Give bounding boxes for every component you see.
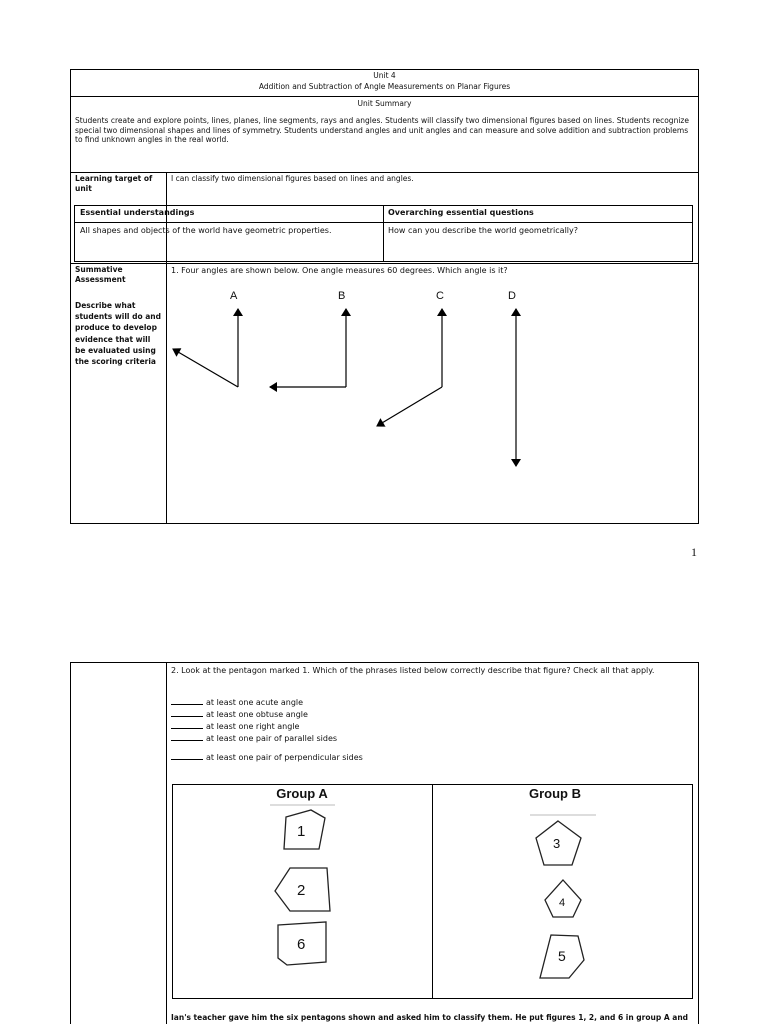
unit-label: Unit 4	[373, 71, 396, 80]
shape-number-1: 1	[297, 823, 306, 840]
summary-heading: Unit Summary	[357, 99, 412, 108]
angle-label-a: A	[230, 290, 238, 302]
unit-title: Addition and Subtraction of Angle Measurements on Planar Figures	[258, 82, 511, 91]
overarching-questions-text: How can you describe the world geometrically?	[388, 226, 578, 235]
option-label: at least one obtuse angle	[206, 710, 308, 719]
group-b-title: Group B	[529, 786, 581, 801]
question-1: 1. Four angles are shown below. One angle measures 60 degrees. Which angle is it?	[171, 266, 508, 275]
angle-label-d: D	[508, 290, 516, 302]
shape-number-4: 4	[559, 897, 566, 909]
shape-number-2: 2	[297, 882, 306, 899]
shape-number-5: 5	[558, 948, 566, 964]
angle-label-c: C	[436, 290, 444, 302]
overarching-questions-heading: Overarching essential questions	[388, 208, 534, 217]
option-label: at least one acute angle	[206, 698, 304, 707]
learning-target-text: I can classify two dimensional figures based on lines and angles.	[171, 174, 414, 183]
option-label: at least one pair of perpendicular sides	[206, 753, 363, 762]
summary-text: Students create and explore points, lines, planes, line segments, rays and angles. Students will classify two dimensional figures based on lines. Students recognize special two dimensional shapes and lines of symmetry. Students understand angles and unit angles and can measure and solve addition and subtraction problems to find unknown angles in the real world.	[75, 116, 689, 145]
option-label: at least one pair of parallel sides	[206, 734, 338, 743]
option-label: at least one right angle	[206, 722, 300, 731]
shape-number-3: 3	[553, 836, 561, 851]
summative-label: Summative Assessment	[75, 265, 126, 284]
page-number: 1	[691, 545, 697, 559]
ian-question-text: Ian's teacher gave him the six pentagons shown and asked him to classify them. He put figures 1, 2, and 6 in group A and	[171, 1013, 689, 1022]
angle-label-b: B	[338, 290, 346, 302]
essential-understandings-heading: Essential understandings	[80, 208, 195, 217]
learning-target-label: Learning target of unit	[75, 174, 153, 193]
group-a-title: Group A	[276, 786, 328, 801]
summative-description: Describe what students will do and produce to develop evidence that will be evaluated using the scoring criteria	[75, 301, 161, 367]
question-2: 2. Look at the pentagon marked 1. Which of the phrases listed below correctly describe that figure? Check all that apply.	[171, 666, 655, 675]
shape-number-6: 6	[297, 936, 306, 953]
essential-understandings-text: All shapes and objects of the world have geometric properties.	[80, 226, 332, 235]
